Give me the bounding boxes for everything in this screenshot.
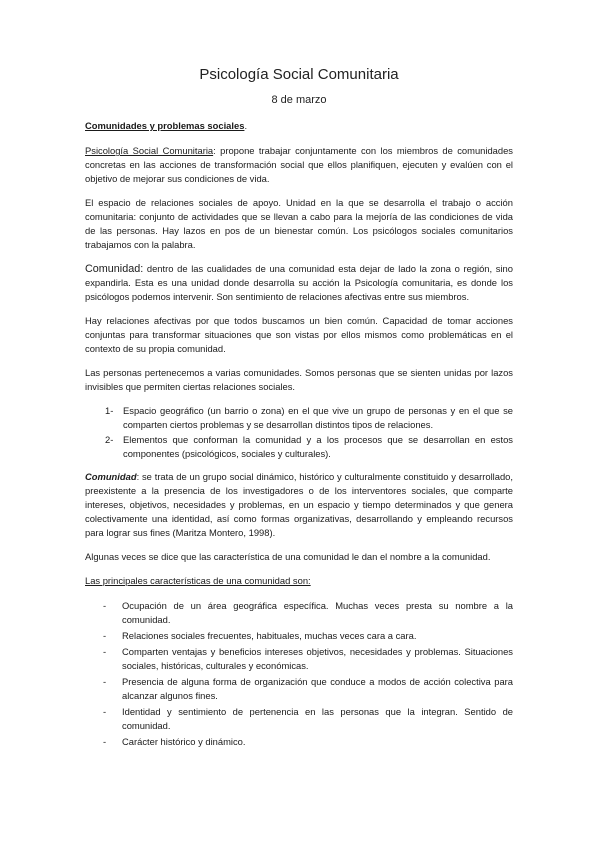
- paragraph-comunidad-cualidades: [85, 262, 513, 304]
- numbered-list: [85, 404, 513, 461]
- list-marker: 2-: [105, 434, 114, 445]
- section-heading: [85, 119, 513, 133]
- list-item-text: Comparten ventajas y beneficios intereses objetivos, necesidades y problemas. Situaciones sociales, históricas, culturales y económicas.: [122, 646, 513, 671]
- list-item-text: Espacio geográfico (un barrio o zona) en el que vive un grupo de personas y en el que se comparten ciertos problemas y se desarrollan distintos tipos de relaciones.: [123, 405, 513, 430]
- paragraph-text: : se trata de un grupo social dinámico, histórico y culturalmente constituido y desarrollado, preexistente a la presencia de los investigadores o de los interventores sociales, que comparte intereses, objetivos, necesidades y problemas, en un espacio y tiempo determinados y que genera colectivamente una identidad, así como formas organizativas, desarrollando y empleando recursos para lograr sus fines (Maritza Montero, 1998).: [85, 471, 513, 538]
- document-title: Psicología Social Comunitaria: [199, 66, 399, 83]
- list-item: [103, 629, 513, 643]
- list-item: [103, 675, 513, 703]
- characteristics-list: [85, 599, 513, 749]
- section-heading-period: .: [244, 120, 248, 131]
- paragraph-text: : propone trabajar conjuntamente con los miembros de comunidades concretas en las acciones de transformación social que ellos planifiquen, ejecuten y evalúen con el objetivo de mejorar sus condiciones de vida.: [85, 145, 513, 184]
- paragraph-psicologia-social-comunitaria: [85, 144, 513, 186]
- list-item-text: Elementos que conforman la comunidad y a los procesos que se desarrollan en estos componentes (psicológicos, sociales y culturales).: [123, 434, 513, 459]
- list-marker: -: [103, 600, 107, 611]
- list-item: [103, 735, 513, 749]
- list-item-text: Carácter histórico y dinámico.: [122, 736, 246, 747]
- paragraph-relaciones-afectivas: Hay relaciones afectivas por que todos buscamos un bien común. Capacidad de tomar acciones conjuntas para transformar situaciones que son vistas por ellos mismos como problemáticas en el contexto de su propia comunidad.: [85, 315, 513, 354]
- list-item-text: Presencia de alguna forma de organización que conduce a modos de acción colectiva para alcanzar algunos fines.: [122, 676, 513, 701]
- list-item: [103, 705, 513, 733]
- paragraph-personas-comunidades: Las personas pertenecemos a varias comunidades. Somos personas que se sienten unidas por lazos invisibles que permiten ciertas relaciones sociales.: [85, 367, 513, 392]
- list-item: [105, 433, 513, 461]
- list-heading: Las principales características de una comunidad son:: [85, 575, 311, 586]
- paragraph-comunidad-definicion: [85, 470, 513, 540]
- list-item-text: Ocupación de un área geográfica específica. Muchas veces presta su nombre a la comunidad.: [122, 600, 513, 625]
- list-marker: -: [103, 630, 107, 641]
- list-marker: -: [103, 706, 107, 717]
- paragraph-caracteristica-nombre: Algunas veces se dice que las característica de una comunidad le dan el nombre a la comunidad.: [85, 551, 491, 562]
- list-item: [105, 404, 513, 432]
- paragraph-text: dentro de las cualidades de una comunidad esta dejar de lado la zona o región, sino expandirla. Esta es una unidad donde desarrolla su acción la Psicología comunitaria, es donde los psicólogos podemos intervenir. Son sentimiento de relaciones afectivas entre sus miembros.: [85, 263, 513, 302]
- document-date: 8 de marzo: [271, 94, 327, 106]
- list-item: [103, 645, 513, 673]
- paragraph-espacio-relaciones: El espacio de relaciones sociales de apoyo. Unidad en la que se desarrolla el trabajo o acción comunitaria: conjunto de actividades que se llevan a cabo para la mejoría de las condiciones de vida de las personas. Hay lazos en pos de un bienestar común. Los psicólogos sociales comunitarios trabajamos con la palabra.: [85, 197, 513, 250]
- list-item-text: Identidad y sentimiento de pertenencia en las personas que la integran. Sentido de comunidad.: [122, 706, 513, 731]
- section-heading-text: Comunidades y problemas sociales: [85, 120, 245, 131]
- term-comunidad-definicion: Comunidad: [85, 471, 137, 482]
- list-marker: -: [103, 676, 107, 687]
- list-marker: -: [103, 736, 107, 747]
- list-item-text: Relaciones sociales frecuentes, habituales, muchas veces cara a cara.: [122, 630, 417, 641]
- list-item: [103, 599, 513, 627]
- term-comunidad: Comunidad:: [85, 263, 144, 275]
- term-psicologia-social-comunitaria: Psicología Social Comunitaria: [85, 145, 214, 156]
- list-marker: 1-: [105, 405, 114, 416]
- list-marker: -: [103, 646, 107, 657]
